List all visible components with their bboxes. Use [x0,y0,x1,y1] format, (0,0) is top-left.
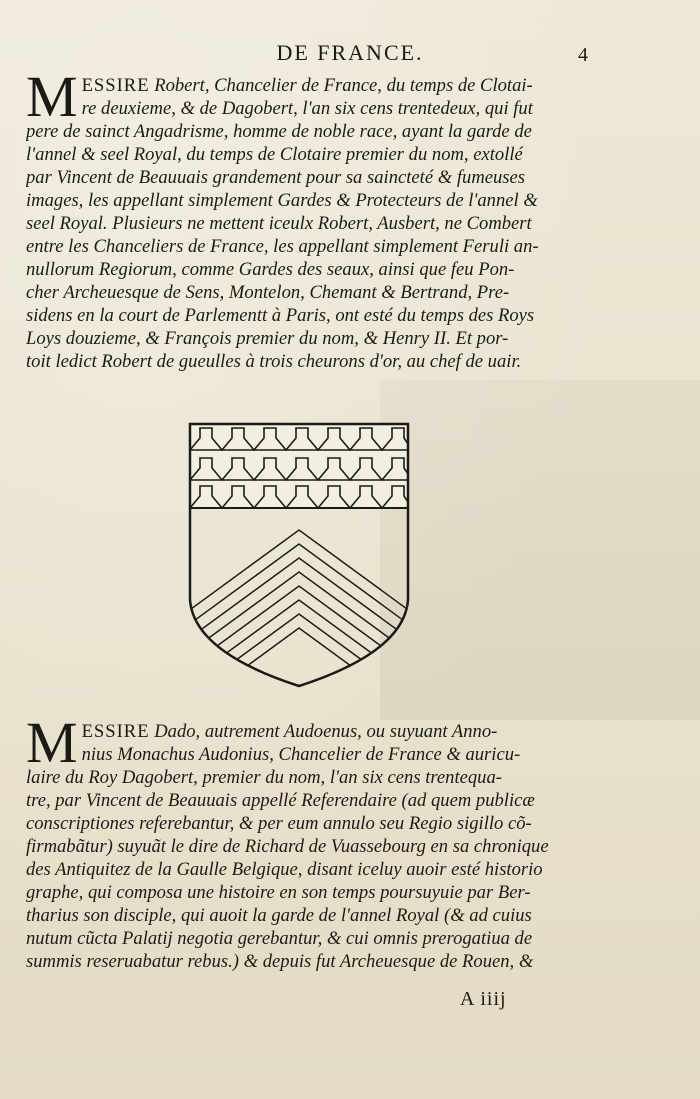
text-line: entre les Chanceliers de France, les appellant simplement Feruli an- [26,236,539,257]
coat-of-arms-icon [186,420,412,690]
text-line: ESSIRE Robert, Chancelier de France, du temps de Clotai- [81,75,533,96]
text-line: sidens en la court de Parlementt à Paris, ont esté du temps des Roys [26,305,535,326]
signature-mark: A iiij [460,988,507,1010]
text-line: graphe, qui composa une histoire en son temps poursuyuie par Ber- [26,882,531,903]
text-line: cher Archeuesque de Sens, Montelon, Chemant & Bertrand, Pre- [26,282,510,303]
drop-cap: M [26,64,78,129]
text-line: firmabãtur) suyuãt le dire de Richard de Vuassebourg en sa chronique [26,836,549,857]
paragraph-dado [26,710,586,973]
page-number: 4 [578,44,588,66]
text-line: tre, par Vincent de Beauuais appellé Referendaire (ad quem publicæ [26,790,535,811]
text-line: nullorum Regiorum, comme Gardes des seaux, ainsi que feu Pon- [26,259,515,280]
text-line: par Vincent de Beauuais grandement pour sa saincteté & fumeuses [26,167,526,188]
text-line: toit ledict Robert de gueulles à trois cheurons d'or, au chef de uair. [26,351,522,372]
running-head: DE FRANCE. [276,40,424,65]
text-line: des Antiquitez de la Gaulle Belgique, disant iceluy auoir esté historio [26,859,543,880]
text-line: tharius son disciple, qui auoit la garde de l'annel Royal (& ad cuius [26,905,532,926]
text-line: ESSIRE Dado, autrement Audoenus, ou suyuant Anno- [81,721,498,742]
show-through-shadow [380,380,700,720]
drop-cap: M [26,710,78,775]
text-line: nutum cũcta Palatij negotia gerebantur, & cui omnis prerogatiua de [26,928,533,949]
text-line: conscriptiones referebantur, & per eum annulo seu Regio sigillo cõ- [26,813,532,834]
text-line: summis reseruabatur rebus.) & depuis fut Archeuesque de Rouen, & [26,951,534,972]
text-line: l'annel & seel Royal, du temps de Clotaire premier du nom, extollé [26,144,523,165]
text-line: nius Monachus Audonius, Chancelier de France & auricu- [81,744,521,765]
text-line: Loys douzieme, & François premier du nom, & Henry II. Et por- [26,328,509,349]
lead-word: ESSIRE [81,721,150,742]
lead-word: ESSIRE [81,75,150,96]
text-line: seel Royal. Plusieurs ne mettent iceulx Robert, Ausbert, ne Combert [26,213,532,234]
text-line: pere de sainct Angadrisme, homme de noble race, ayant la garde de [26,121,532,142]
text-line: re deuxieme, & de Dagobert, l'an six cens trentedeux, qui fut [81,98,533,119]
text-line: laire du Roy Dagobert, premier du nom, l'an six cens trentequa- [26,767,502,788]
paragraph-robert [26,64,586,373]
text-line: images, les appellant simplement Gardes & Protecteurs de l'annel & [26,190,538,211]
